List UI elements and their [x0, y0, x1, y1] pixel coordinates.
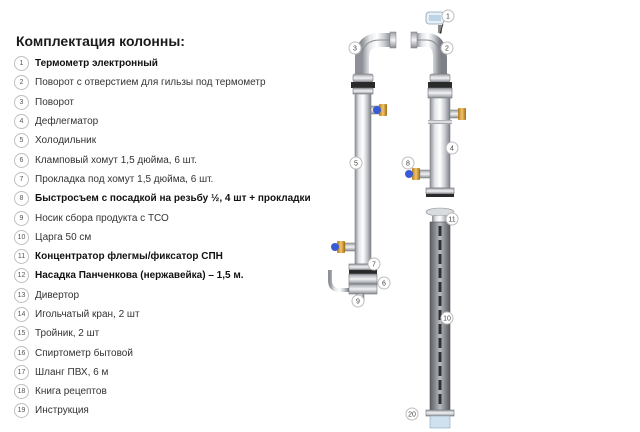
callout-1 — [442, 10, 454, 22]
callout-6-text: 6 — [382, 280, 386, 288]
item-number-badge: 5 — [14, 133, 29, 148]
item-label: Поворот — [35, 96, 74, 108]
item-number-badge: 14 — [14, 307, 29, 322]
cooler-assembly — [330, 32, 396, 302]
item-number-badge: 2 — [14, 75, 29, 90]
item-label: Быстросъем с посадкой на резьбу ½, 4 шт + прокладки — [35, 193, 311, 205]
item-number-badge: 17 — [14, 365, 29, 380]
thermometer-display — [429, 15, 441, 21]
cooler-tube — [355, 94, 371, 264]
item-label: Книга рецептов — [35, 386, 107, 398]
callout-11 — [446, 213, 458, 225]
callout-9-text: 9 — [356, 298, 360, 306]
item-label: Концентратор флегмы/фиксатор СПН — [35, 251, 223, 263]
callout-4 — [446, 142, 458, 154]
callout-5 — [350, 157, 362, 169]
item-label: Поворот с отверстием для гильзы под термометр — [35, 77, 266, 89]
item-number-badge: 9 — [14, 211, 29, 226]
item-label: Шланг ПВХ, 6 м — [35, 366, 109, 378]
item-label: Дефлегматор — [35, 116, 99, 128]
quick-coupler-right-lower — [412, 168, 420, 180]
item-number-badge: 1 — [14, 56, 29, 71]
callout-10-text: 10 — [443, 315, 451, 323]
clamp-top-right — [430, 74, 450, 82]
callout-7 — [368, 258, 380, 270]
gasket-bottom-left — [349, 270, 377, 274]
callout-6 — [378, 277, 390, 289]
item-label: Тройник, 2 шт — [35, 328, 100, 340]
item-number-badge: 13 — [14, 288, 29, 303]
item-label: Царга 50 см — [35, 231, 92, 243]
quick-coupler-right-upper — [458, 108, 466, 120]
callout-1-text: 1 — [446, 13, 450, 21]
item-number-badge: 10 — [14, 230, 29, 245]
dephlegmator-body — [430, 98, 450, 188]
gasket-top-left — [351, 82, 375, 88]
callout-3-text: 3 — [353, 45, 357, 53]
page-title: Комплектация колонны: — [16, 33, 185, 49]
item-number-badge: 8 — [14, 191, 29, 206]
quick-coupler-ring-right — [405, 170, 413, 178]
item-number-badge: 3 — [14, 95, 29, 110]
callout-5-text: 5 — [354, 160, 358, 168]
flange-mid-right — [426, 188, 454, 194]
callout-4-text: 4 — [450, 145, 454, 153]
item-number-badge: 19 — [14, 403, 29, 418]
flange-top-right — [428, 88, 452, 98]
item-number-badge: 12 — [14, 268, 29, 283]
callout-20 — [406, 408, 418, 420]
dephlegmator-ring — [428, 120, 452, 124]
item-label: Инструкция — [35, 405, 89, 417]
callout-20-text: 20 — [408, 411, 416, 419]
item-label: Дивертор — [35, 289, 80, 301]
callout-2 — [441, 42, 453, 54]
callout-3 — [349, 42, 361, 54]
item-label: Прокладка под хомут 1,5 дюйма, 6 шт. — [35, 173, 214, 185]
item-number-badge: 6 — [14, 153, 29, 168]
nozzle-spout — [330, 270, 349, 290]
callout-8-text: 8 — [406, 160, 410, 168]
item-label: Насадка Панченкова (нержавейка) – 1,5 м. — [35, 270, 244, 282]
item-label: Игольчатый кран, 2 шт — [35, 309, 140, 320]
dephlegmator-nipple-lower — [420, 170, 430, 178]
item-label: Спиртометр бытовой — [35, 347, 133, 359]
flange-bottom-right — [426, 410, 454, 416]
nozzle-body — [349, 274, 377, 284]
quick-coupler-ring-lower — [331, 243, 339, 251]
callout-9 — [352, 295, 364, 307]
callout-10 — [441, 312, 453, 324]
quick-coupler-ring-upper — [373, 106, 381, 114]
item-label: Кламповый хомут 1,5 дюйма, 6 шт. — [35, 154, 197, 166]
gasket-top-right — [428, 82, 452, 88]
callout-8 — [402, 157, 414, 169]
elbow-left-flange — [390, 32, 396, 48]
elbow-right-flange — [411, 32, 417, 48]
nozzle-lower — [349, 284, 377, 294]
item-number-badge: 7 — [14, 172, 29, 187]
clamp-top-left — [353, 74, 373, 82]
item-number-badge: 18 — [14, 384, 29, 399]
callout-11-text: 11 — [448, 216, 456, 224]
item-number-badge: 11 — [14, 249, 29, 264]
gasket-mid-right — [426, 194, 454, 197]
item-label: Холодильник — [35, 135, 97, 147]
flange-top-left — [353, 88, 373, 94]
callout-2-text: 2 — [445, 45, 449, 53]
callout-7-text: 7 — [372, 261, 376, 269]
column-base — [430, 416, 450, 428]
item-number-badge: 4 — [14, 114, 29, 129]
cooler-nipple-lower — [345, 243, 355, 251]
item-number-badge: 16 — [14, 346, 29, 361]
item-number-badge: 15 — [14, 326, 29, 341]
item-label: Термометр электронный — [35, 58, 158, 70]
item-label: Носик сбора продукта с ТСО — [35, 212, 169, 224]
